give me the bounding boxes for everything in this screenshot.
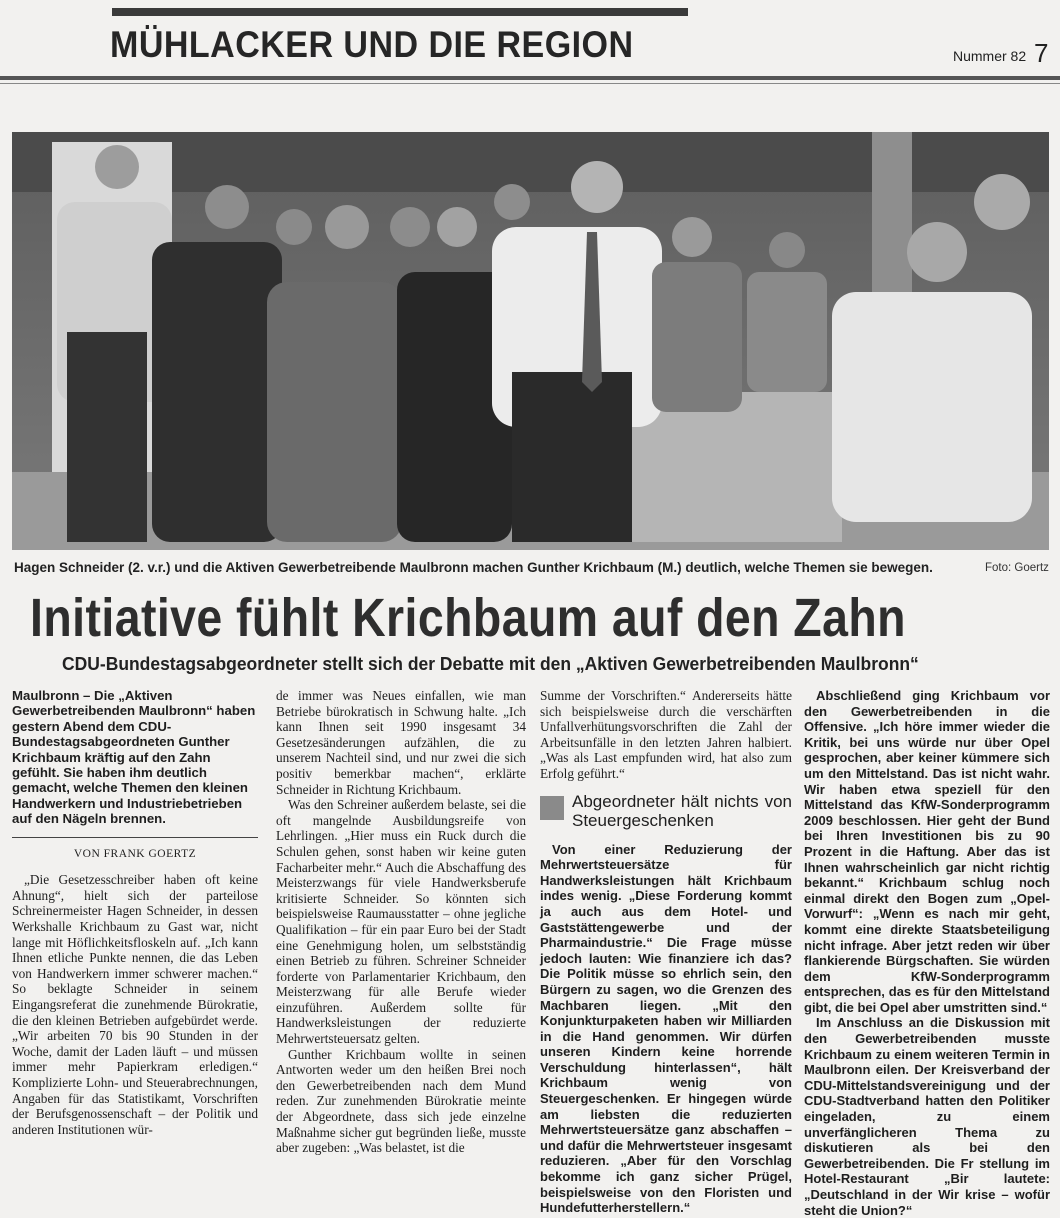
column-2-paragraph-3: Gunther Krichbaum wollte in seinen Antworten weder um den heißen Brei noch den Gewerbetreibenden nach dem Mund reden. Zur zunehmenden Bürokratie meinte der Abgeordnete, dass sich jede einzelne Maßnahme sicher gut begründen ließe, musste aber zugeben: „Was belastet, ist die xyxy=(276,1046,526,1156)
column-3 xyxy=(540,688,792,1216)
column-3-paragraph-1: Summe der Vorschriften.“ Andererseits hätte sich beispielsweise durch die verschärften Unfallverhütungsvorschriften die Zahl der Arbeitsunfälle in den letzten Jahren halbiert. „Was als Last empfunden wird, hat also zum Erfolg geführt.“ xyxy=(540,688,792,781)
byline: VON FRANK GOERTZ xyxy=(12,837,258,863)
photo-credit: Foto: Goertz xyxy=(985,562,1049,574)
group-photo xyxy=(12,132,1049,550)
page-number: 7 xyxy=(1034,38,1049,68)
column-2-paragraph-2: Was den Schreiner außerdem belaste, sei die oft mangelnde Ausbildungsreife von Lehrlingen. „Hier muss ein Ruck durch die Schulen gehen, sonst haben wir keine guten Facharbeiter mehr.“ Auch die Abschaffung des Meisterzwangs für viele Handwerksberufe kritisierte Schneider. So könnten sich beispielsweise Raumausstatter – ohne jegliche Qualifikation – für ein paar Euro bei der Stadt eine Genehmigung holen, um selbstständig einen Betrieb zu führen. Schreiner Schneider forderte von Parlamentarier Krichbaum, den Meisterzwang für alle Berufe wieder einzuführen. Außerdem sollte für Handwerksleistungen der reduzierte Mehrwertsteuersatz gelten. xyxy=(276,797,526,1047)
column-2-paragraph-1: de immer was Neues einfallen, wie man Betriebe bürokratisch in Schwung halte. „Ich kann Ihnen seit 1990 insgesamt 34 Gesetzesänderungen aufzählen, die zu unserem Nachteil sind, und nur zwei die sich positiv bemerkbar machen“, erklärte Schneider in Richtung Krichbaum. xyxy=(276,688,526,797)
column-1 xyxy=(12,688,258,1137)
section-title: MÜHLACKER UND DIE REGION xyxy=(110,24,634,65)
group-photo-illustration xyxy=(12,132,1049,550)
article-subheadline: CDU-Bundestagsabgeordneter stellt sich der Debatte mit den „Aktiven Gewerbetreibenden Maulbronn“ xyxy=(62,653,919,674)
column-2 xyxy=(276,688,526,1156)
article-lead: Maulbronn – Die „Aktiven Gewerbetreibenden Maulbronn“ haben gestern Abend dem CDU-Bundestagsabgeordneten Gunther Krichbaum kräftig auf den Zahn gefühlt. Sie haben ihm deutlich gemacht, welche Themen den kleinen Handwerkern und Industriebetrieben auf den Nägeln brennen. xyxy=(12,688,256,827)
column-1-body: „Die Gesetzesschreiber haben oft keine Ahnung“, hielt sich der parteilose Schreinermeister Hagen Schneider, in dessen Werkshalle Krichbaum zu Gast war, nicht lange mit Höflichkeitsfloskeln auf. „Ich kann Ihnen etliche Punkte nennen, die das Leben von Handwerkern immer schwerer machen.“ So beklagte Schneider in seinem Eingangsreferat die zunehmende Bürokratie, die den kleinen Betrieben aufgebürdet werde. „Wir arbeiten 70 bis 90 Stunden in der Woche, damit der Laden läuft – und müssen immer mehr Papierkram erledigen.“ Komplizierte Lohn- und Steuerabrechnungen, Angaben für das Statistikamt, Vorschriften der Berufsgenossenschaft – der Politik und anderen Institutionen wür- xyxy=(12,872,258,1137)
column-4 xyxy=(804,688,1050,1218)
article-headline: Initiative fühlt Krichbaum auf den Zahn xyxy=(30,588,906,648)
masthead-rule-thin xyxy=(0,83,1060,84)
column-3-paragraph-2: Von einer Reduzierung der Mehrwertsteuersätze für Handwerksleistungen hält Krichbaum indes wenig. „Diese Forderung kommt ja auch aus dem Hotel- und Gaststättengewerbe und der Pharmaindustrie.“ Die Frage müsse jedoch lauten: Wie finanziere ich das? Die Politik müsse so ehrlich sein, den Bürgern zu sagen, wo die Grenzen des Machbaren liegen. „Mit den Konjunkturpaketen haben wir Milliarden in die Hand genommen. Wir dürfen unseren Kindern keine horrende Verschuldung hinterlassen“, hält Krichbaum wenig von Steuergeschenken. Er hingegen würde am liebsten die reduzierten Mehrwertsteuersätze ganz abschaffen – und dafür die Mehrwertsteuer insgesamt reduzieren. „Aber für den Vorschlag bekomme ich ganz sicher Prügel, beispielsweise von den Floristen und Hundefutterherstellern.“ xyxy=(540,841,792,1216)
column-4-paragraph-1: Abschließend ging Krichbaum vor den Gewerbetreibenden in die Offensive. „Ich höre immer wieder die Kritik, bei uns würde nur über Opel gesprochen, aber keiner kümmere sich um den Mittelstand. Das ist nicht wahr. Wir haben etwa speziell für den Mittelstand das KfW-Sonderprogramm 2009 beschlossen. Hier geht der Bund bei Ihren Investitionen bis zu 90 Prozent in die Haftung. Aber das ist Ihnen wahrscheinlich gar nicht richtig bekannt.“ Krichbaum schlug noch einmal direkt den Bogen zum „Opel-Vorwurf“: „Wenn es nach mir geht, kommt eine direkte Staatsbeteiligung nicht infrage. Aber jetzt reden wir über flankierende Bürgschaften. Sie würden dem KfW-Sonderprogramm entsprechen, das es für den Mittelstand gibt, die bei Opel aber umstritten sind.“ xyxy=(804,688,1050,1015)
photo-caption: Hagen Schneider (2. v.r.) und die Aktiven Gewerbetreibende Maulbronn machen Gunther Krichbaum (M.) deutlich, welche Themen sie bewegen. xyxy=(14,560,933,575)
column-4-paragraph-2: Im Anschluss an die Diskussion mit den Gewerbetreibenden musste Krichbaum zu einem weiteren Termin in Maulbronn eilen. Der Kreisverband der CDU-Mittelstandsvereinigung und der CDU-Stadtverband hatten den Politiker eingeladen, zu einem unverfänglicheren Thema zu diskutieren als bei den Gewerbetreibenden. Die Fr stellung im Hotel-Restaurant „Bir lautete: „Deutschland in der Wir krise – wofür steht die Union?“ xyxy=(804,1015,1050,1218)
masthead-rule xyxy=(0,76,1060,80)
masthead-band xyxy=(112,8,688,16)
subheading-box xyxy=(540,792,792,830)
subheading-square-icon xyxy=(540,796,564,820)
issue-number: Nummer 82 xyxy=(953,48,1027,64)
subheading: Abgeordneter hält nichts von Steuergeschenken xyxy=(572,791,792,830)
